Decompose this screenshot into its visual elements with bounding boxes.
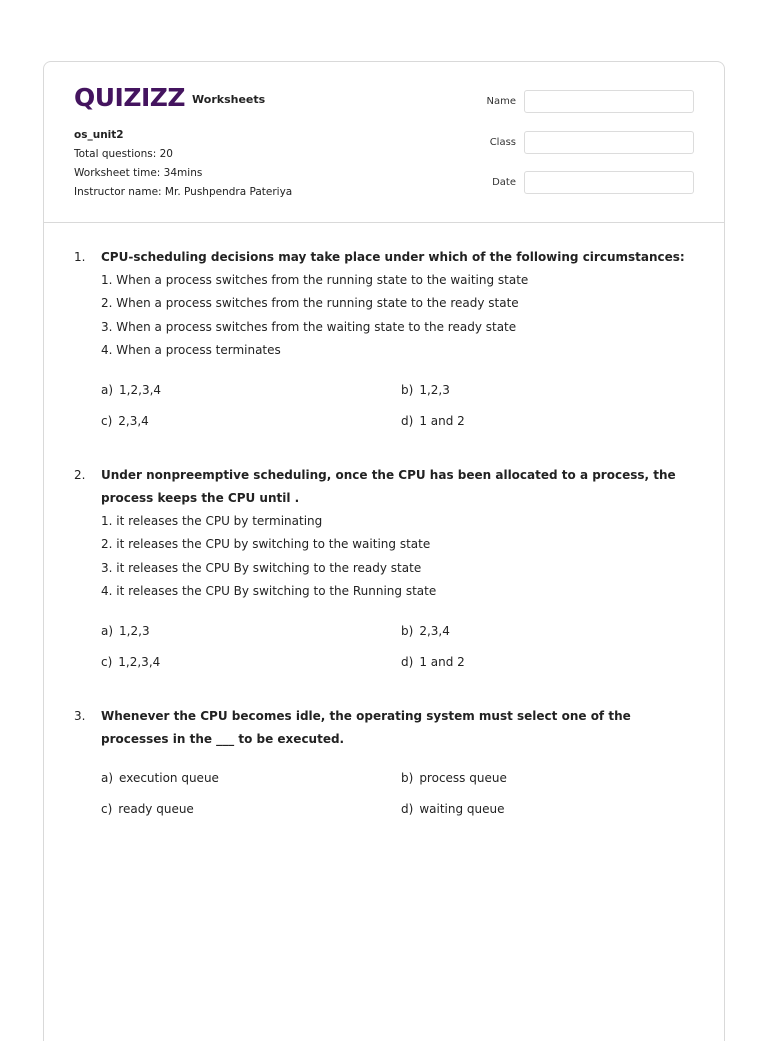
option-text: 2,3,4 bbox=[118, 413, 149, 428]
option-d[interactable] bbox=[401, 801, 504, 817]
option-d[interactable] bbox=[401, 654, 465, 670]
option-letter: a) bbox=[101, 771, 114, 785]
option-text: 1,2,3 bbox=[419, 382, 450, 397]
question-statement: 4. When a process terminates bbox=[101, 343, 281, 358]
date-row bbox=[476, 171, 696, 197]
option-b[interactable] bbox=[401, 382, 450, 398]
question-number: 1. bbox=[74, 250, 86, 264]
brand bbox=[74, 84, 265, 112]
option-letter: c) bbox=[101, 802, 113, 816]
option-text: 1 and 2 bbox=[419, 654, 465, 669]
option-letter: c) bbox=[101, 654, 113, 669]
question-body bbox=[101, 464, 691, 689]
question-statement: 3. it releases the CPU By switching to the ready state bbox=[101, 560, 422, 575]
question-text: CPU-scheduling decisions may take place under which of the following circumstances: bbox=[101, 250, 685, 264]
option-letter: d) bbox=[401, 802, 414, 816]
option-text: 1,2,3,4 bbox=[119, 382, 162, 397]
question-text: Under nonpreemptive scheduling, once the CPU has been allocated to a process, the process keeps the CPU until . bbox=[101, 468, 676, 505]
worksheet-meta bbox=[74, 126, 292, 202]
total-questions: Total questions: 20 bbox=[74, 148, 173, 160]
worksheet-card bbox=[43, 61, 725, 1041]
option-letter: b) bbox=[401, 771, 414, 785]
option-a[interactable] bbox=[101, 623, 150, 639]
option-text: waiting queue bbox=[419, 802, 505, 816]
worksheet-time: Worksheet time: 34mins bbox=[74, 167, 203, 179]
option-text: ready queue bbox=[118, 802, 194, 816]
worksheet-header bbox=[44, 62, 724, 223]
question-statement: 3. When a process switches from the waiting state to the ready state bbox=[101, 319, 517, 334]
option-text: 2,3,4 bbox=[419, 623, 450, 638]
class-field[interactable] bbox=[524, 131, 694, 154]
question-statement: 2. When a process switches from the running state to the ready state bbox=[101, 296, 519, 311]
question-number: 3. bbox=[74, 709, 86, 723]
option-c[interactable] bbox=[101, 801, 194, 817]
question-number: 2. bbox=[74, 468, 86, 482]
option-letter: a) bbox=[101, 623, 114, 638]
question-body bbox=[101, 246, 691, 448]
question-body bbox=[101, 705, 691, 836]
option-c[interactable] bbox=[101, 654, 160, 670]
instructor-name: Instructor name: Mr. Pushpendra Pateriya bbox=[74, 186, 293, 198]
name-label: Name bbox=[486, 96, 516, 107]
option-text: 1,2,3,4 bbox=[118, 654, 161, 669]
option-letter: d) bbox=[401, 413, 414, 428]
option-a[interactable] bbox=[101, 770, 219, 786]
class-row bbox=[476, 131, 696, 157]
answer-options bbox=[101, 766, 691, 836]
option-text: process queue bbox=[419, 771, 507, 785]
option-letter: b) bbox=[401, 382, 414, 397]
option-text: 1 and 2 bbox=[419, 413, 465, 428]
option-text: 1,2,3 bbox=[119, 623, 150, 638]
question-text: Whenever the CPU becomes idle, the operating system must select one of the processes in the ___ to be executed. bbox=[101, 709, 631, 746]
option-text: execution queue bbox=[119, 771, 219, 785]
question-statement: 1. When a process switches from the running state to the waiting state bbox=[101, 273, 529, 287]
answer-options bbox=[101, 619, 691, 689]
quizizz-logo: QUIZIZZ bbox=[74, 83, 186, 112]
name-field[interactable] bbox=[524, 90, 694, 113]
name-row bbox=[476, 90, 696, 116]
question-statement: 4. it releases the CPU By switching to the Running state bbox=[101, 584, 437, 599]
question-statement: 1. it releases the CPU by terminating bbox=[101, 514, 323, 528]
option-letter: d) bbox=[401, 654, 414, 669]
worksheet-title: os_unit2 bbox=[74, 129, 124, 141]
option-letter: c) bbox=[101, 413, 113, 428]
option-d[interactable] bbox=[401, 413, 465, 429]
date-label: Date bbox=[492, 177, 516, 188]
option-a[interactable] bbox=[101, 382, 161, 398]
option-letter: a) bbox=[101, 382, 114, 397]
question-statement: 2. it releases the CPU by switching to the waiting state bbox=[101, 537, 431, 552]
option-c[interactable] bbox=[101, 413, 149, 429]
class-label: Class bbox=[489, 137, 516, 148]
answer-options bbox=[101, 378, 691, 448]
option-letter: b) bbox=[401, 623, 414, 638]
option-b[interactable] bbox=[401, 770, 507, 786]
date-field[interactable] bbox=[524, 171, 694, 194]
option-b[interactable] bbox=[401, 623, 450, 639]
brand-subtitle: Worksheets bbox=[192, 93, 266, 106]
